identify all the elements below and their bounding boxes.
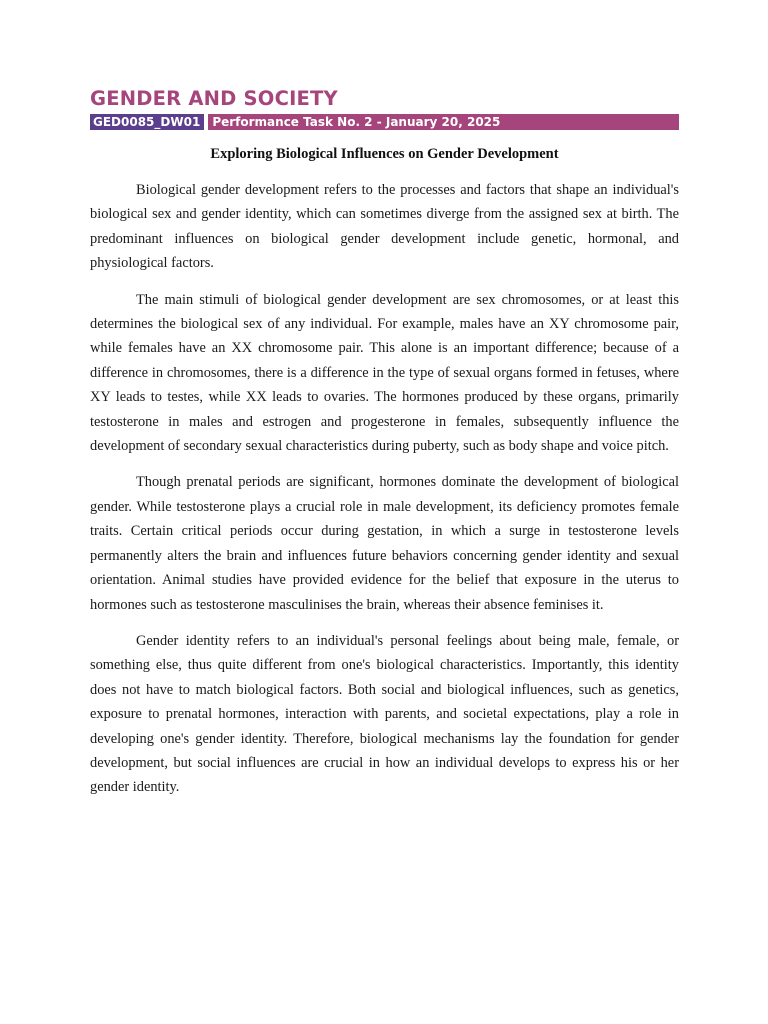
course-title: GENDER AND SOCIETY — [90, 87, 338, 110]
paragraph-2: The main stimuli of biological gender development are sex chromosomes, or at least this determines the biological sex of any individual. For example, males have an XY chromosome pair, while females have an XX chromosome pair. This alone is an important difference; because of a difference in chromosomes, there is a difference in the type of sexual organs formed in fetuses, where XY leads to testes, while XX leads to ovaries. The hormones produced by these organs, primarily testosterone in males and estrogen and progesterone in females, subsequently influence the development of secondary sexual characteristics during puberty, such as body shape and voice pitch. — [90, 291, 679, 455]
paragraph-4: Gender identity refers to an individual's personal feelings about being male, female, or something else, thus quite different from one's biological characteristics. Importantly, this identity does not have to match biological factors. Both social and biological influences, such as genetics, exposure to prenatal hormones, interaction with parents, and societal expectations, play a role in developing one's gender identity. Therefore, biological mechanisms lay the foundation for gender development, but social influences are crucial in how an individual develops to express his or her gender identity. — [90, 632, 679, 796]
paragraph-1: Biological gender development refers to the processes and factors that shape an individual's biological sex and gender identity, which can sometimes diverge from the assigned sex at birth. The predominant influences on biological gender development include genetic, hormonal, and physiological factors. — [90, 182, 679, 272]
document-title: Exploring Biological Influences on Gender Development — [210, 146, 559, 162]
task-label: Performance Task No. 2 - January 20, 2025 — [212, 115, 501, 129]
course-meta-bar — [90, 114, 679, 130]
paragraph-3: Though prenatal periods are significant, hormones dominate the development of biological gender. While testosterone plays a crucial role in male development, its deficiency promotes female traits. Certain critical periods occur during gestation, in which a surge in testosterone levels permanently alters the brain and influences future behaviors concerning gender identity and sexual orientation. Animal studies have provided evidence for the belief that exposure in the uterus to hormones such as testosterone masculinises the brain, whereas their absence feminises it. — [90, 474, 679, 613]
document-page — [90, 86, 679, 800]
course-code-label: GED0085_DW01 — [90, 114, 204, 130]
